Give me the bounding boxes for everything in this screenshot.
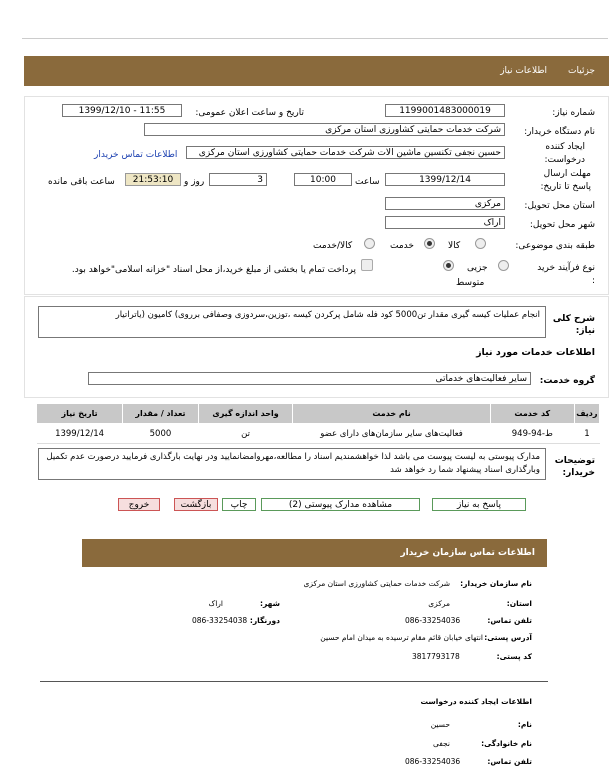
summary-label: شرح کلی نیاز: [552,314,595,336]
print-button[interactable]: چاپ [222,498,256,511]
creator-phone-label: تلفن تماس: [487,757,532,766]
cell-need-date: 1399/12/14 [37,424,123,444]
days-label: روز و [184,177,205,187]
buyer-field[interactable]: شرکت خدمات حمایتی کشاورزی استان مرکزی [144,123,505,136]
category-label: طبقه بندی موضوعی: [515,241,595,251]
col-unit: واحد اندازه گیری [198,404,293,424]
process-medium-label: متوسط [456,278,485,288]
notes-textbox[interactable]: مدارک پیوستی به لیست پیوست می باشد لذا خواهشمندیم اسناد را مطالعه،مهروامضانمایید ودر نهایت بارگذاری فرمایید درصورت عدم تکمیل وبارگذاری اسناد پیشنهاد شما رد خواهد شد [38,448,546,480]
need-number-label: شماره نیاز: [552,108,595,118]
col-service-name: نام خدمت [293,404,490,424]
col-quantity: تعداد / مقدار [123,404,199,424]
table-header-row [37,404,600,424]
category-both-label: کالا/خدمت [313,241,353,251]
contact-postal-label: کد پستی: [496,652,532,661]
col-need-date: تاریخ نیاز [37,404,123,424]
contact-org-label: نام سازمان خریدار: [460,579,532,588]
exit-button[interactable]: خروج [118,498,160,511]
category-service-label: خدمت [390,241,414,251]
cell-row: 1 [574,424,599,444]
contact-address-value: انتهای خیابان قائم مقام ترسیده به میدان امام حسین [320,633,483,642]
contact-province-value: مرکزی [428,599,450,608]
tab-details[interactable]: جزئیات [568,66,595,76]
days-field: 3 [209,173,267,186]
contact-header-title: اطلاعات تماس سازمان خریدار [400,548,535,558]
summary-textbox[interactable]: انجام عملیات کیسه گیری مقدار تن5000 کود فله شامل پرکردن کیسه ،توزین،سردوزی وصفافی برروی) کامیون (یاتراتیار [38,306,546,338]
creator-family-value: نجفی [433,739,450,748]
remaining-label: ساعت باقی مانده [48,177,115,187]
service-group-field[interactable]: سایر فعالیت‌های خدماتی [88,372,531,385]
cell-unit: تن [198,424,293,444]
process-label: نوع فرآیند خرید : [537,263,595,286]
contact-buyer-link[interactable]: اطلاعات تماس خریدار [94,150,178,160]
contact-phone-value: 086-33254036 [405,616,461,625]
contact-province-label: استان: [506,599,532,608]
creator-family-label: نام خانوادگی: [481,739,532,748]
cell-service-name: فعالیت‌های سایر سازمان‌های دارای عضو [293,424,490,444]
reply-button[interactable]: پاسخ به نیاز [432,498,526,511]
city-label: شهر محل تحویل: [529,220,595,230]
deadline-time-field[interactable]: 10:00 [294,173,352,186]
services-title: اطلاعات خدمات مورد نیاز [476,347,595,358]
contact-phone-label: تلفن تماس: [487,616,532,625]
notes-label: توضیحات خریدار: [554,456,595,478]
province-field[interactable]: مرکزی [385,197,505,210]
need-number-field[interactable]: 1199001483000019 [385,104,505,117]
contact-postal-value: 3817793178 [412,652,460,661]
province-label: استان محل تحویل: [524,201,595,211]
deadline-label: مهلت ارسال پاسخ تا تاریخ: [540,169,591,192]
cell-quantity: 5000 [123,424,199,444]
process-small-label: جزیی [467,263,488,273]
treasury-payment-checkbox[interactable] [361,259,373,271]
tab-need-info[interactable]: اطلاعات نیاز [500,66,547,76]
view-attachments-button[interactable]: مشاهده مدارک پیوستی (2) [261,498,420,511]
city-field[interactable]: اراک [385,216,505,229]
back-button[interactable]: بازگشت [174,498,218,511]
contact-divider [40,681,548,682]
process-small-radio[interactable] [498,260,509,271]
services-table [36,403,600,444]
creator-label: ایجاد کننده درخواست: [544,142,585,165]
creator-phone-value: 086-33254036 [405,757,461,766]
category-goods-label: کالا [448,241,461,251]
category-both-radio[interactable] [364,238,375,249]
announce-label: تاریخ و ساعت اعلان عمومی: [195,108,304,118]
creator-field[interactable]: حسین نجفی تکنسین ماشین الات شرکت خدمات حمایتی کشاورزی استان مرکزی [186,146,505,159]
process-medium-radio[interactable] [443,260,454,271]
treasury-payment-note: پرداخت تمام یا بخشی از مبلغ خرید،از محل اسناد "خزانه اسلامی"خواهد بود. [71,265,356,275]
contact-address-label: آدرس پستی: [484,633,532,642]
service-group-label: گروه خدمت: [539,376,595,386]
contact-fax-label: دورنگار: [249,616,280,625]
cell-service-code: ط-94-949 [490,424,574,444]
deadline-date-field[interactable]: 1399/12/14 [385,173,505,186]
creator-name-value: حسین [430,720,450,729]
col-service-code: کد خدمت [490,404,574,424]
creator-name-label: نام: [517,720,532,729]
creator-info-title: اطلاعات ایجاد کننده درخواست [420,697,532,706]
announce-field[interactable]: 1399/12/10 - 11:55 [62,104,182,117]
col-row: ردیف [574,404,599,424]
top-divider [22,38,608,39]
category-service-radio[interactable] [424,238,435,249]
deadline-time-label: ساعت [355,177,380,187]
contact-city-label: شهر: [260,599,280,608]
contact-org-value: شرکت خدمات حمایتی کشاورزی استان مرکزی [303,579,450,588]
contact-city-value: اراک [208,599,223,608]
table-row[interactable] [37,424,600,444]
category-goods-radio[interactable] [475,238,486,249]
remaining-time-badge: 21:53:10 [125,173,181,186]
buyer-label: نام دستگاه خریدار: [524,127,595,137]
contact-fax-value: 086-33254038 [192,616,248,625]
